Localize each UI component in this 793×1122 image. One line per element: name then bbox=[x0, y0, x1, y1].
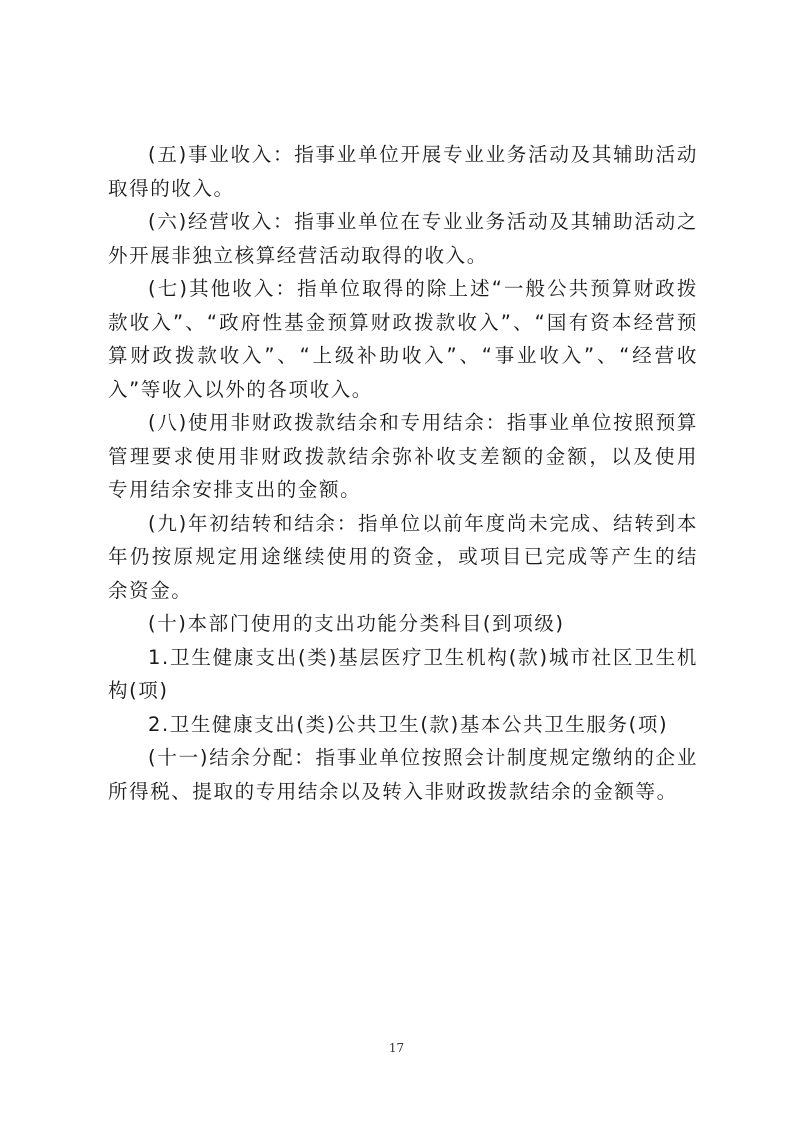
paragraph-operating-income: (六)经营收入：指事业单位在专业业务活动及其辅助活动之外开展非独立核算经营活动取得的收入。 bbox=[108, 210, 698, 267]
paragraph-surplus-distribution: (十一)结余分配：指事业单位按照会计制度规定缴纳的企业所得税、提取的专用结余以及转入非财政拨款结余的金额等。 bbox=[108, 746, 698, 803]
paragraph-business-income: (五)事业收入：指事业单位开展专业业务活动及其辅助活动取得的收入。 bbox=[108, 143, 698, 200]
paragraph-category-item-2: 2.卫生健康支出(类)公共卫生(款)基本公共卫生服务(项) bbox=[148, 712, 669, 736]
document-body bbox=[108, 138, 698, 808]
paragraph-carryover-surplus: (九)年初结转和结余：指单位以前年度尚未完成、结转到本年仍按原规定用途继续使用的资金，或项目已完成等产生的结余资金。 bbox=[108, 511, 698, 602]
paragraph-non-fiscal-surplus: (八)使用非财政拨款结余和专用结余：指事业单位按照预算管理要求使用非财政拨款结余弥补收支差额的金额，以及使用专用结余安排支出的金额。 bbox=[108, 411, 698, 501]
paragraph-other-income: (七)其他收入：指单位取得的除上述“一般公共预算财政拨款收入”、“政府性基金预算财政拨款收入”、“国有资本经营预算财政拨款收入”、“上级补助收入”、“事业收入”、“经营收入”等收入以外的各项收入。 bbox=[108, 277, 698, 401]
page-number: 17 bbox=[388, 1041, 405, 1055]
paragraph-category-item-1: 1.卫生健康支出(类)基层医疗卫生机构(款)城市社区卫生机构(项) bbox=[108, 645, 698, 702]
paragraph-expenditure-categories: (十)本部门使用的支出功能分类科目(到项级) bbox=[148, 612, 565, 635]
